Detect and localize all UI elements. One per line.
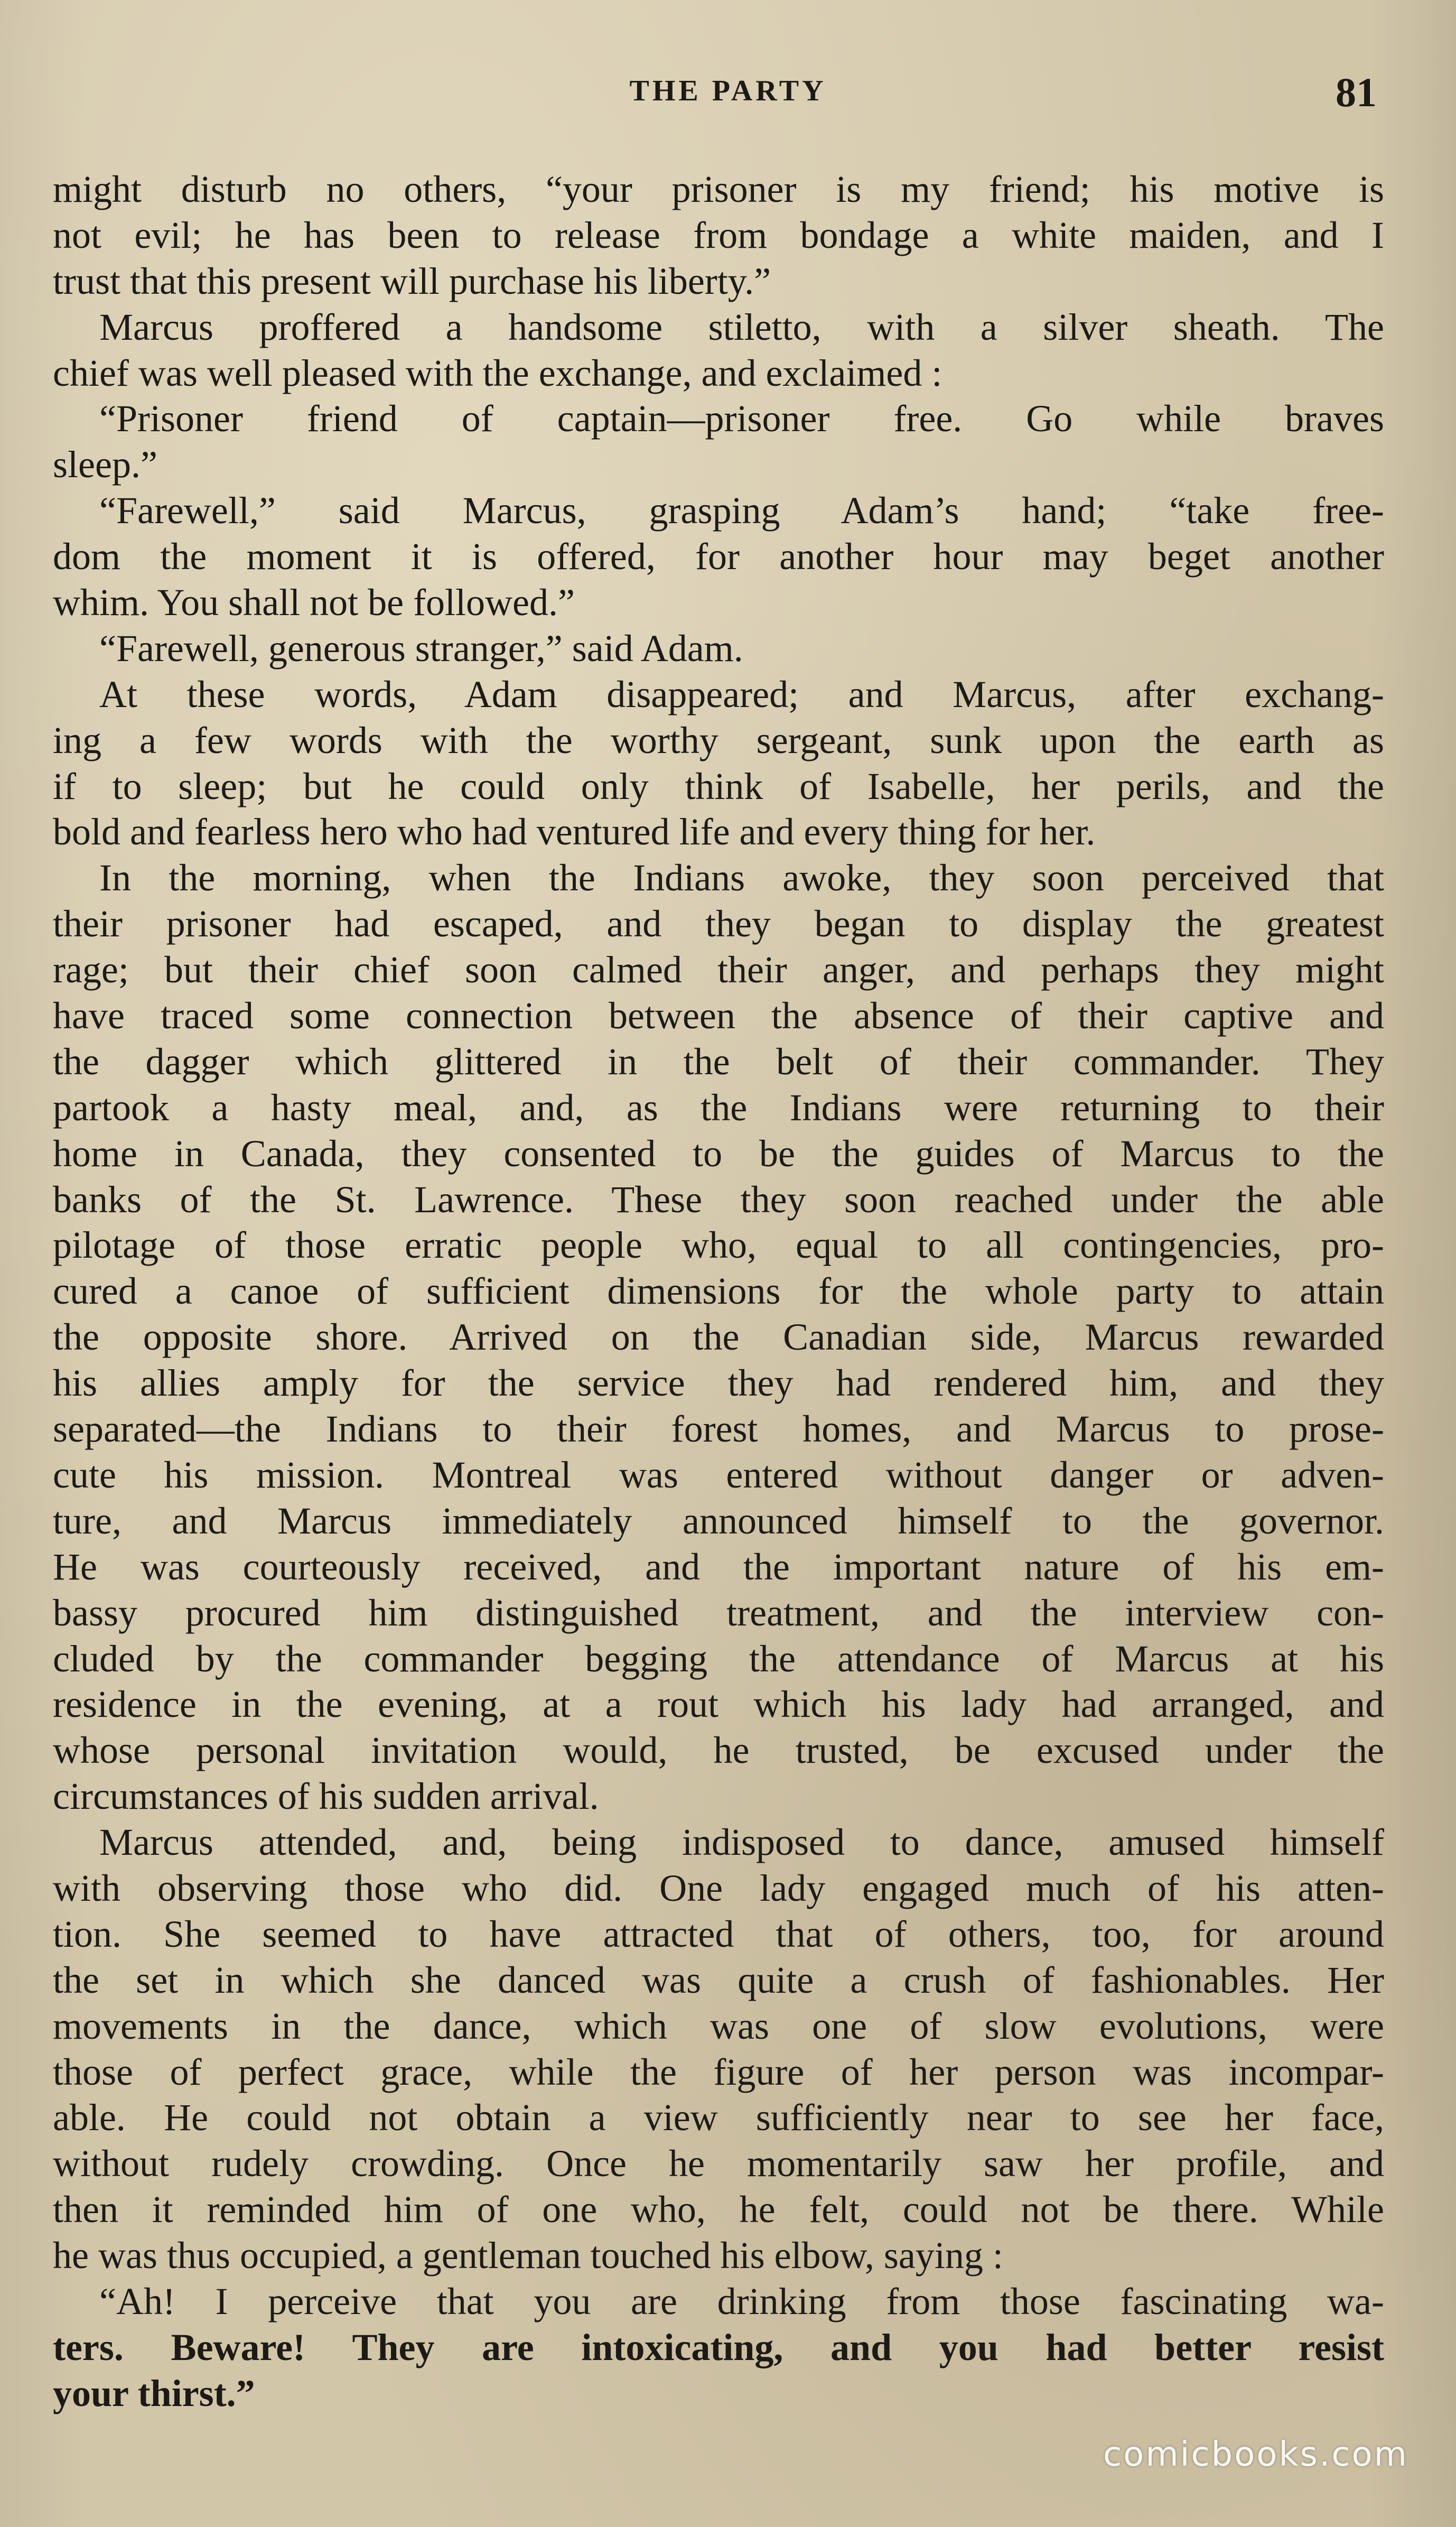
text-line: trust that this present will purchase his liberty.”: [53, 259, 771, 302]
text-line: he was thus occupied, a gentleman touched his elbow, saying :: [53, 2234, 1003, 2277]
text-line: with observing those who did. One lady engaged much of his atten-: [53, 1866, 1384, 1909]
text-line: your thirst.”: [53, 2372, 255, 2414]
text-line: ters. Beware! They are intoxicating, and you had better resist: [53, 2326, 1384, 2368]
text-line: his allies amply for the service they had rendered him, and they: [53, 1362, 1384, 1405]
text-line: cluded by the commander begging the attendance of Marcus at his: [53, 1637, 1384, 1680]
text-line: able. He could not obtain a view sufficiently near to see her face,: [53, 2096, 1384, 2139]
text-line: whose personal invitation would, he trusted, be excused under the: [53, 1729, 1384, 1772]
page-number: 81: [1336, 69, 1377, 115]
text-line: bassy procured him distinguished treatment, and the interview con-: [53, 1591, 1384, 1634]
text-line: He was courteously received, and the important nature of his em-: [53, 1545, 1384, 1588]
page-header: [0, 69, 1456, 132]
text-line: separated—the Indians to their forest homes, and Marcus to prose-: [53, 1408, 1384, 1451]
text-line: if to sleep; but he could only think of Isabelle, her perils, and the: [53, 765, 1384, 807]
text-line: the dagger which glittered in the belt of their commander. They: [53, 1040, 1384, 1083]
text-line: then it reminded him of one who, he felt, could not be there. While: [53, 2188, 1384, 2231]
text-line: movements in the dance, which was one of slow evolutions, were: [53, 2004, 1384, 2047]
running-title: THE PARTY: [629, 75, 827, 107]
text-line: cute his mission. Montreal was entered without danger or adven-: [53, 1453, 1384, 1496]
text-line: ing a few words with the worthy sergeant, sunk upon the earth as: [53, 719, 1384, 761]
text-line: those of perfect grace, while the figure of her person was incompar-: [53, 2050, 1384, 2093]
text-line: the set in which she danced was quite a crush of fashionables. Her: [53, 1958, 1384, 2001]
text-line: not evil; he has been to release from bondage a white maiden, and I: [53, 213, 1384, 256]
text-line: partook a hasty meal, and, as the Indians were returning to their: [53, 1086, 1384, 1129]
text-line: cured a canoe of sufficient dimensions for the whole party to attain: [53, 1270, 1384, 1313]
watermark: comicbooks.com: [1103, 2435, 1408, 2474]
text-line: chief was well pleased with the exchange, and exclaimed :: [53, 351, 942, 394]
text-line: might disturb no others, “your prisoner is my friend; his motive is: [53, 168, 1384, 210]
text-line: the opposite shore. Arrived on the Canadian side, Marcus rewarded: [53, 1316, 1384, 1359]
text-line: bold and fearless hero who had ventured life and every thing for her.: [53, 811, 1096, 853]
text-line: have traced some connection between the absence of their captive and: [53, 995, 1384, 1037]
text-line: “Farewell,” said Marcus, grasping Adam’s hand; “take free-: [99, 489, 1384, 532]
text-line: rage; but their chief soon calmed their anger, and perhaps they might: [53, 949, 1384, 991]
text-line: pilotage of those erratic people who, equal to all contingencies, pro-: [53, 1224, 1384, 1267]
text-line: In the morning, when the Indians awoke, they soon perceived that: [99, 857, 1384, 899]
body-text: [53, 166, 1384, 2417]
text-line: Marcus proffered a handsome stiletto, with a silver sheath. The: [99, 305, 1384, 348]
text-line: ture, and Marcus immediately announced himself to the governor.: [53, 1499, 1384, 1542]
text-line: whim. You shall not be followed.”: [53, 581, 575, 624]
text-line: tion. She seemed to have attracted that of others, too, for around: [53, 1912, 1384, 1955]
text-line: “Prisoner friend of captain—prisoner free. Go while braves: [99, 397, 1384, 440]
text-line: “Farewell, generous stranger,” said Adam.: [99, 627, 743, 670]
text-line: “Ah! I perceive that you are drinking from those fascinating wa-: [99, 2280, 1384, 2322]
text-line: sleep.”: [53, 443, 157, 486]
text-line: dom the moment it is offered, for another hour may beget another: [53, 535, 1384, 578]
text-line: residence in the evening, at a rout which his lady had arranged, and: [53, 1683, 1384, 1726]
text-line: circumstances of his sudden arrival.: [53, 1775, 599, 1818]
text-line: banks of the St. Lawrence. These they soon reached under the able: [53, 1178, 1384, 1221]
text-line: Marcus attended, and, being indisposed to dance, amused himself: [99, 1821, 1384, 1864]
text-line: At these words, Adam disappeared; and Marcus, after exchang-: [99, 673, 1384, 716]
text-line: their prisoner had escaped, and they began to display the greatest: [53, 903, 1384, 945]
text-line: home in Canada, they consented to be the guides of Marcus to the: [53, 1132, 1384, 1175]
text-line: without rudely crowding. Once he momentarily saw her profile, and: [53, 2142, 1384, 2185]
